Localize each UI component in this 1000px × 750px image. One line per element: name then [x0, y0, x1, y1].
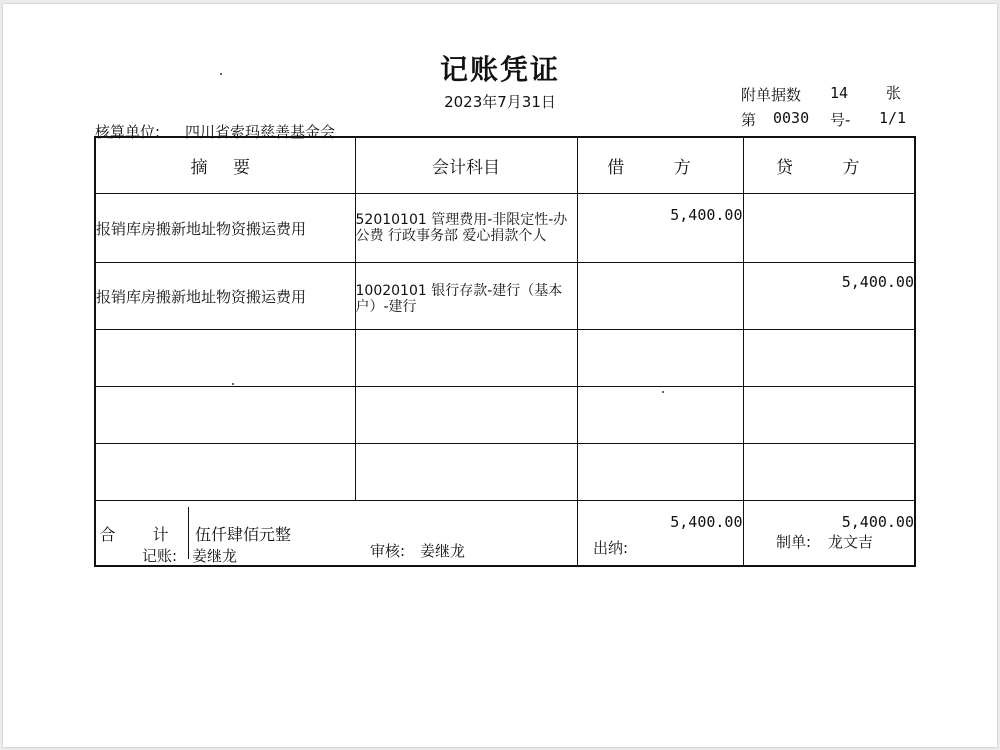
table-row: [95, 263, 915, 330]
reviewer-label: 审核:: [370, 542, 406, 560]
row-account: 10020101 银行存款-建行（基本户）-建行: [355, 263, 577, 330]
voucher-suffix: 号-: [830, 111, 851, 129]
table-row-empty: [95, 444, 915, 501]
voucher-number: 0030: [773, 109, 810, 127]
bookkeeper-name: 姜继龙: [192, 547, 238, 565]
table-row-empty: [95, 330, 915, 387]
preparer-label: 制单:: [776, 533, 812, 551]
row-credit: [743, 194, 915, 263]
total-debit: 5,400.00: [577, 501, 743, 567]
voucher-date: 2023年7月31日: [444, 93, 556, 111]
bookkeeper-label: 记账:: [142, 547, 178, 565]
unit-name: 四川省索玛慈善基金会: [185, 123, 336, 141]
attachment-label: 附单据数: [741, 86, 802, 104]
row-summary: 报销库房搬新地址物资搬运费用: [95, 263, 355, 330]
reviewer-name: 姜继龙: [420, 542, 466, 560]
total-credit: 5,400.00: [743, 501, 915, 567]
row-debit: [577, 263, 743, 330]
table-row: [95, 194, 915, 263]
voucher-prefix: 第: [741, 111, 757, 129]
credit-header: 贷 方: [743, 137, 915, 194]
row-debit: 5,400.00: [577, 194, 743, 263]
attachment-count: 14: [830, 84, 849, 102]
voucher-table: [94, 136, 916, 567]
voucher-title: 记账凭证: [439, 53, 560, 86]
summary-header: 摘 要: [95, 137, 355, 194]
header-row: [95, 137, 915, 194]
cashier-label: 出纳:: [593, 539, 629, 557]
row-account: 52010101 管理费用-非限定性-办公费 行政事务部 爱心捐款个人: [355, 194, 577, 263]
unit-label: 核算单位:: [95, 123, 161, 141]
scan-speck: [232, 383, 234, 385]
row-summary: 报销库房搬新地址物资搬运费用: [95, 194, 355, 263]
attachment-unit: 张: [886, 84, 902, 102]
voucher-page: 1/1: [879, 109, 907, 127]
debit-header: 借 方: [577, 137, 743, 194]
preparer-name: 龙文吉: [828, 533, 874, 551]
account-header: 会计科目: [355, 137, 577, 194]
total-amount-words: 伍仟肆佰元整: [195, 524, 292, 544]
scan-speck: [220, 73, 222, 75]
scan-speck: [662, 391, 664, 393]
total-label: 合 计: [96, 507, 189, 559]
row-credit: 5,400.00: [743, 263, 915, 330]
table-row-empty: [95, 387, 915, 444]
